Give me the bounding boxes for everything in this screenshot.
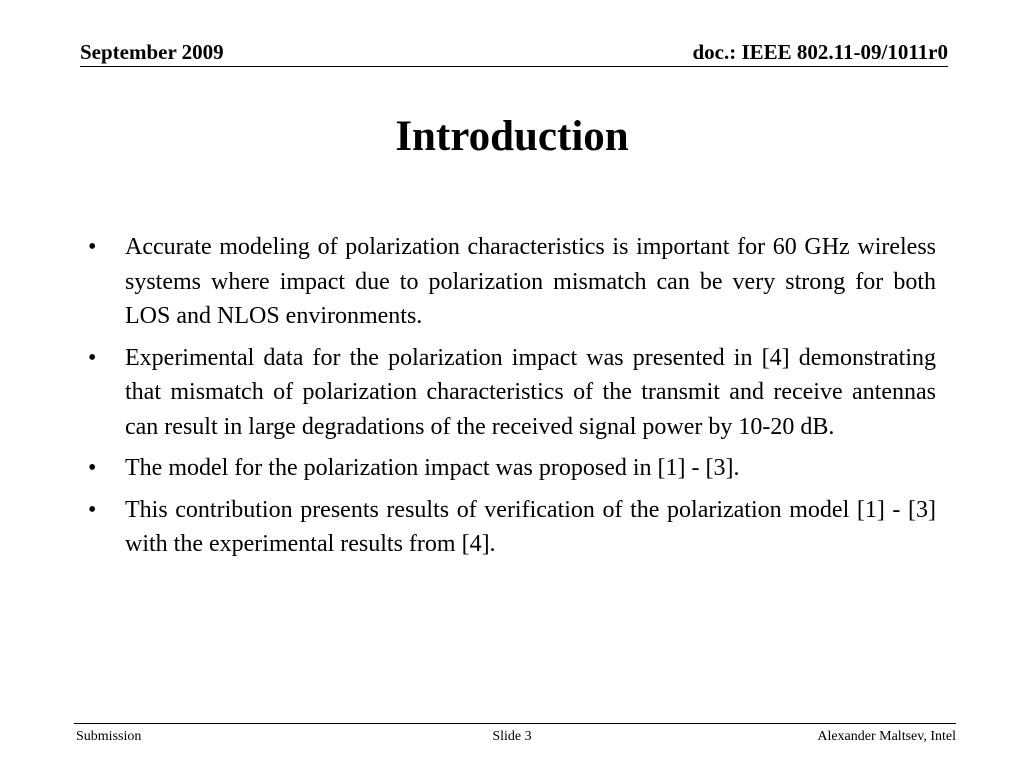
bullet-dot-icon: • xyxy=(88,234,97,260)
slide-title: Introduction xyxy=(395,113,629,160)
bullet-dot-icon: • xyxy=(88,496,97,523)
bullet-text: Experimental data for the polarization impact was presented in [4] demonstrating that mismatch of polarization characteristics of the transmit and receive antennas can result in large degradations of the received signal power by 10-20 dB. xyxy=(125,344,936,440)
header-date: September 2009 xyxy=(80,40,224,64)
bullet-item xyxy=(88,230,936,334)
footer-slide-number: Slide 3 xyxy=(492,729,532,744)
header-divider xyxy=(80,66,948,67)
bullet-text: This contribution presents results of verification of the polarization model [1] - [3] with the experimental results from [4]. xyxy=(125,496,936,557)
bullet-item xyxy=(88,493,936,562)
bullet-text: Accurate modeling of polarization characteristics is important for 60 GHz wireless systems where impact due to polarization mismatch can be very strong for both LOS and NLOS environments. xyxy=(125,234,936,329)
bullet-dot-icon: • xyxy=(88,344,97,371)
header-doc-id: doc.: IEEE 802.11-09/1011r0 xyxy=(692,40,948,64)
footer-author: Alexander Maltsev, Intel xyxy=(817,729,956,744)
bullet-item xyxy=(88,451,936,486)
bullet-dot-icon: • xyxy=(88,455,97,481)
bullet-item xyxy=(88,341,936,445)
bullet-text: The model for the polarization impact was proposed in [1] - [3]. xyxy=(125,455,740,481)
footer-submission: Submission xyxy=(76,729,142,744)
bullet-list xyxy=(88,230,936,569)
footer-divider xyxy=(74,723,956,724)
slide-header xyxy=(80,38,948,68)
